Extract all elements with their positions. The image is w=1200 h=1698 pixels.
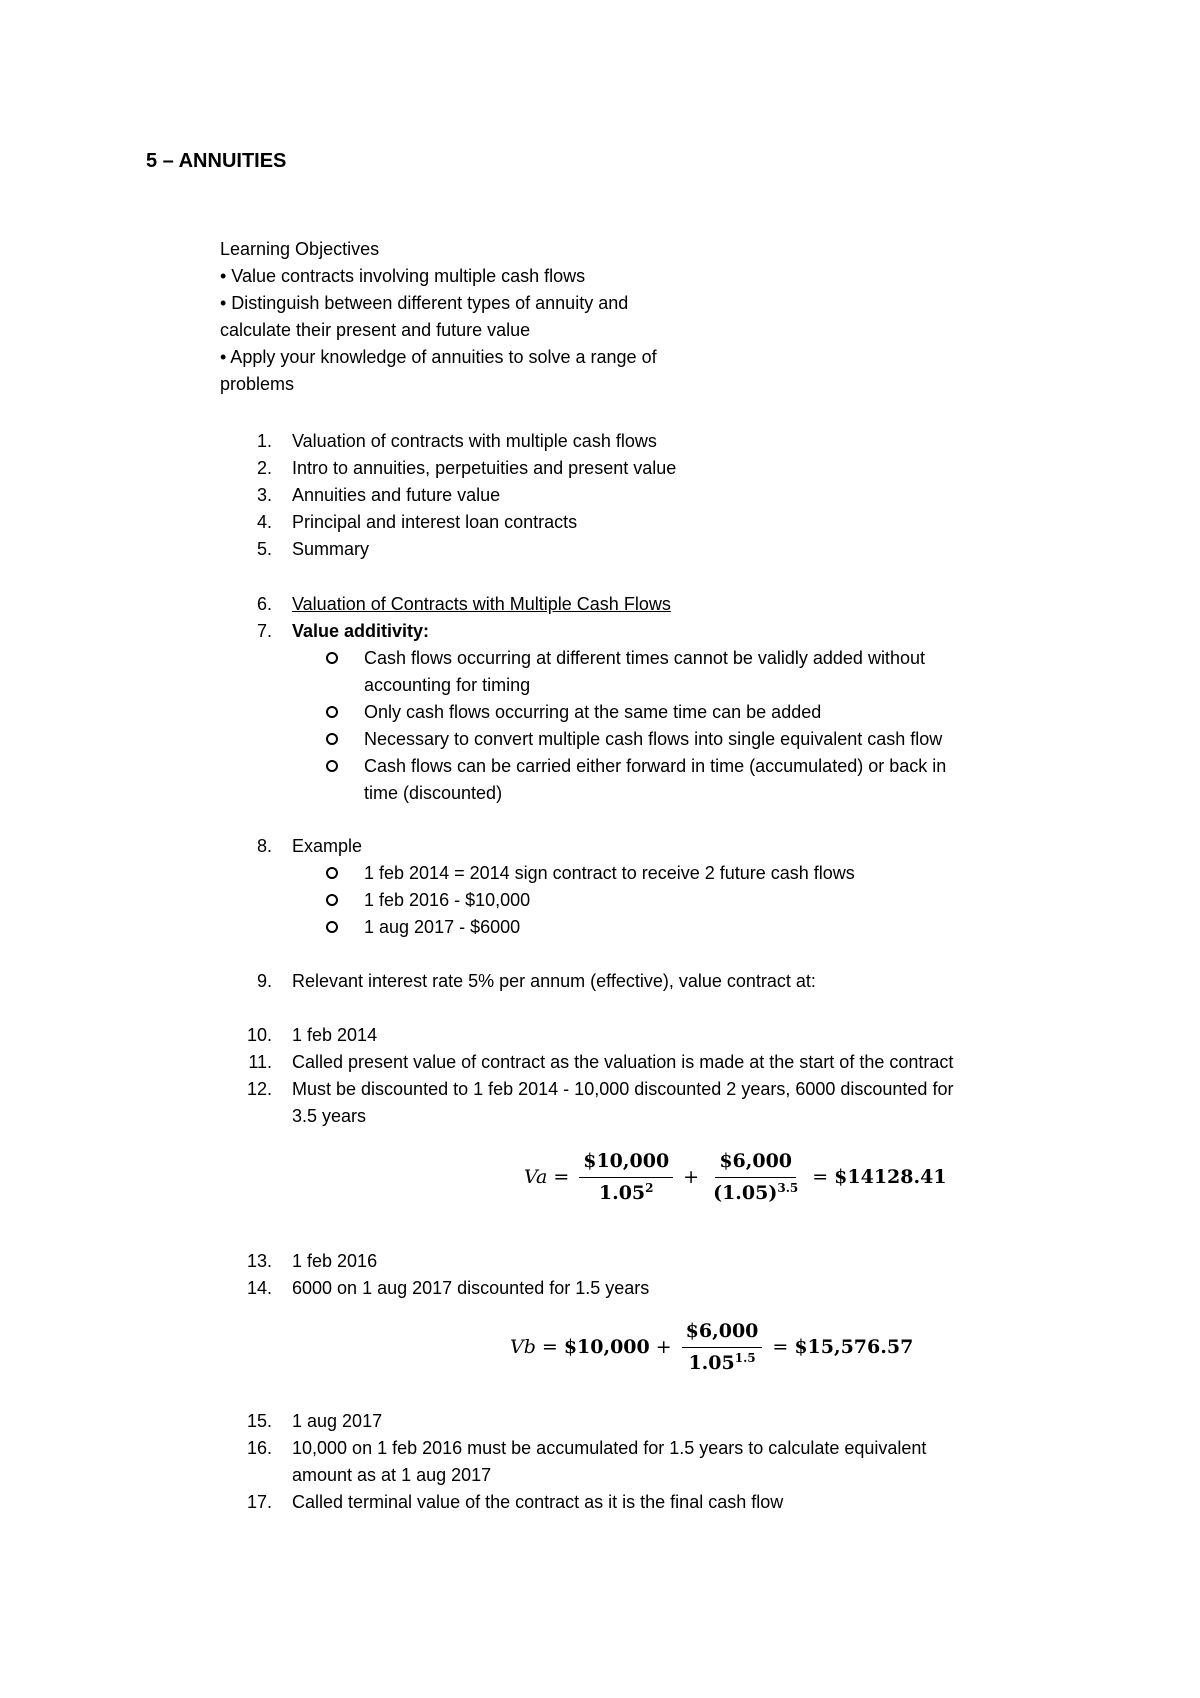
eq-exponent: 2 <box>645 1181 654 1195</box>
eq-denominator <box>595 1178 658 1207</box>
eq-equals: = <box>812 1166 829 1188</box>
eq-equals: = <box>772 1336 789 1358</box>
page-title: 5 – ANNUITIES <box>146 150 287 172</box>
circle-bullet-icon <box>326 921 338 933</box>
list-text: Called terminal value of the contract as it is the final cash flow <box>292 1492 784 1512</box>
circle-bullet-icon <box>326 733 338 745</box>
list-text-bold: Value additivity: <box>292 621 430 641</box>
list-text: Annuities and future value <box>292 485 501 505</box>
sub-bullet-text: Necessary to convert multiple cash flows into single equivalent cash flow <box>364 729 943 749</box>
list-text: 1 feb 2014 <box>292 1025 378 1045</box>
list-text: Intro to annuities, perpetuities and present value <box>292 458 677 478</box>
eq-fraction <box>682 1318 763 1377</box>
eq-plus: + <box>683 1166 700 1188</box>
equation-value-2016 <box>510 1318 913 1377</box>
eq-numerator: $6,000 <box>715 1148 796 1178</box>
eq-exponent: 3.5 <box>777 1181 799 1195</box>
sub-bullet-text: 1 feb 2016 - $10,000 <box>364 890 531 910</box>
list-number: 11. <box>248 1052 272 1072</box>
list-number: 10. <box>246 1025 272 1045</box>
objective-line: • Apply your knowledge of annuities to solve a range of <box>220 347 657 367</box>
list-number: 13. <box>246 1251 272 1271</box>
list-number: 15. <box>246 1411 272 1431</box>
sub-bullet-text: Only cash flows occurring at the same time can be added <box>364 702 822 722</box>
objectives-heading: Learning Objectives <box>220 239 380 259</box>
eq-numerator: $10,000 <box>579 1148 673 1178</box>
list-number: 14. <box>246 1278 272 1298</box>
sub-bullet-text: accounting for timing <box>364 675 531 695</box>
list-number: 1. <box>256 431 272 451</box>
list-text: Relevant interest rate 5% per annum (effective), value contract at: <box>292 971 816 991</box>
eq-plus: + <box>655 1336 672 1358</box>
list-number: 3. <box>256 485 272 505</box>
eq-fraction <box>579 1148 673 1207</box>
list-number: 16. <box>246 1438 272 1458</box>
list-number: 5. <box>256 539 272 559</box>
eq-term: $10,000 <box>563 1336 650 1358</box>
circle-bullet-icon <box>326 652 338 664</box>
list-text: Example <box>292 836 363 856</box>
list-text: Summary <box>292 539 370 559</box>
objective-line: calculate their present and future value <box>220 320 531 340</box>
list-number: 2. <box>256 458 272 478</box>
eq-lhs: Va <box>524 1166 548 1188</box>
eq-equals: = <box>541 1336 558 1358</box>
list-number: 6. <box>256 594 272 614</box>
list-number: 17. <box>246 1492 272 1512</box>
eq-result: $14128.41 <box>834 1166 947 1188</box>
equation-present-value <box>524 1148 947 1207</box>
list-text: 3.5 years <box>292 1106 367 1126</box>
eq-lhs: Vb <box>510 1336 536 1358</box>
list-text: Called present value of contract as the valuation is made at the start of the contract <box>292 1052 954 1072</box>
eq-denominator <box>684 1348 759 1377</box>
sub-bullet-text: 1 aug 2017 - $6000 <box>364 917 521 937</box>
list-number: 12. <box>246 1079 272 1099</box>
eq-result: $15,576.57 <box>794 1336 914 1358</box>
list-text: Principal and interest loan contracts <box>292 512 578 532</box>
sub-bullet-text: Cash flows can be carried either forward in time (accumulated) or back in <box>364 756 947 776</box>
list-text: 10,000 on 1 feb 2016 must be accumulated for 1.5 years to calculate equivalent <box>292 1438 927 1458</box>
list-text: Must be discounted to 1 feb 2014 - 10,000 discounted 2 years, 6000 discounted for <box>292 1079 954 1099</box>
list-number: 9. <box>256 971 272 991</box>
eq-fraction <box>709 1148 802 1207</box>
list-text: 1 feb 2016 <box>292 1251 378 1271</box>
list-number: 8. <box>256 836 272 856</box>
eq-base: 1.05 <box>688 1352 735 1374</box>
circle-bullet-icon <box>326 867 338 879</box>
objective-line: • Value contracts involving multiple cash flows <box>220 266 586 286</box>
objective-line: • Distinguish between different types of annuity and <box>220 293 629 313</box>
eq-base: 1.05 <box>598 1182 646 1204</box>
list-text: 1 aug 2017 <box>292 1411 383 1431</box>
sub-bullet-text: 1 feb 2014 = 2014 sign contract to receive 2 future cash flows <box>364 863 855 883</box>
list-number: 7. <box>256 621 272 641</box>
circle-bullet-icon <box>326 706 338 718</box>
eq-exponent: 1.5 <box>734 1351 756 1365</box>
sub-bullet-text: time (discounted) <box>364 783 503 803</box>
list-number: 4. <box>256 512 272 532</box>
list-text: 6000 on 1 aug 2017 discounted for 1.5 years <box>292 1278 650 1298</box>
circle-bullet-icon <box>326 894 338 906</box>
eq-equals: = <box>553 1166 570 1188</box>
sub-bullet-text: Cash flows occurring at different times cannot be validly added without <box>364 648 925 668</box>
eq-base: (1.05) <box>713 1182 778 1204</box>
list-text: amount as at 1 aug 2017 <box>292 1465 492 1485</box>
eq-numerator: $6,000 <box>682 1318 763 1348</box>
list-text: Valuation of contracts with multiple cash flows <box>292 431 657 451</box>
objective-line: problems <box>220 374 295 394</box>
eq-denominator <box>709 1178 802 1207</box>
circle-bullet-icon <box>326 760 338 772</box>
section-heading: Valuation of Contracts with Multiple Cash Flows <box>292 594 671 614</box>
learning-objectives <box>220 236 740 398</box>
